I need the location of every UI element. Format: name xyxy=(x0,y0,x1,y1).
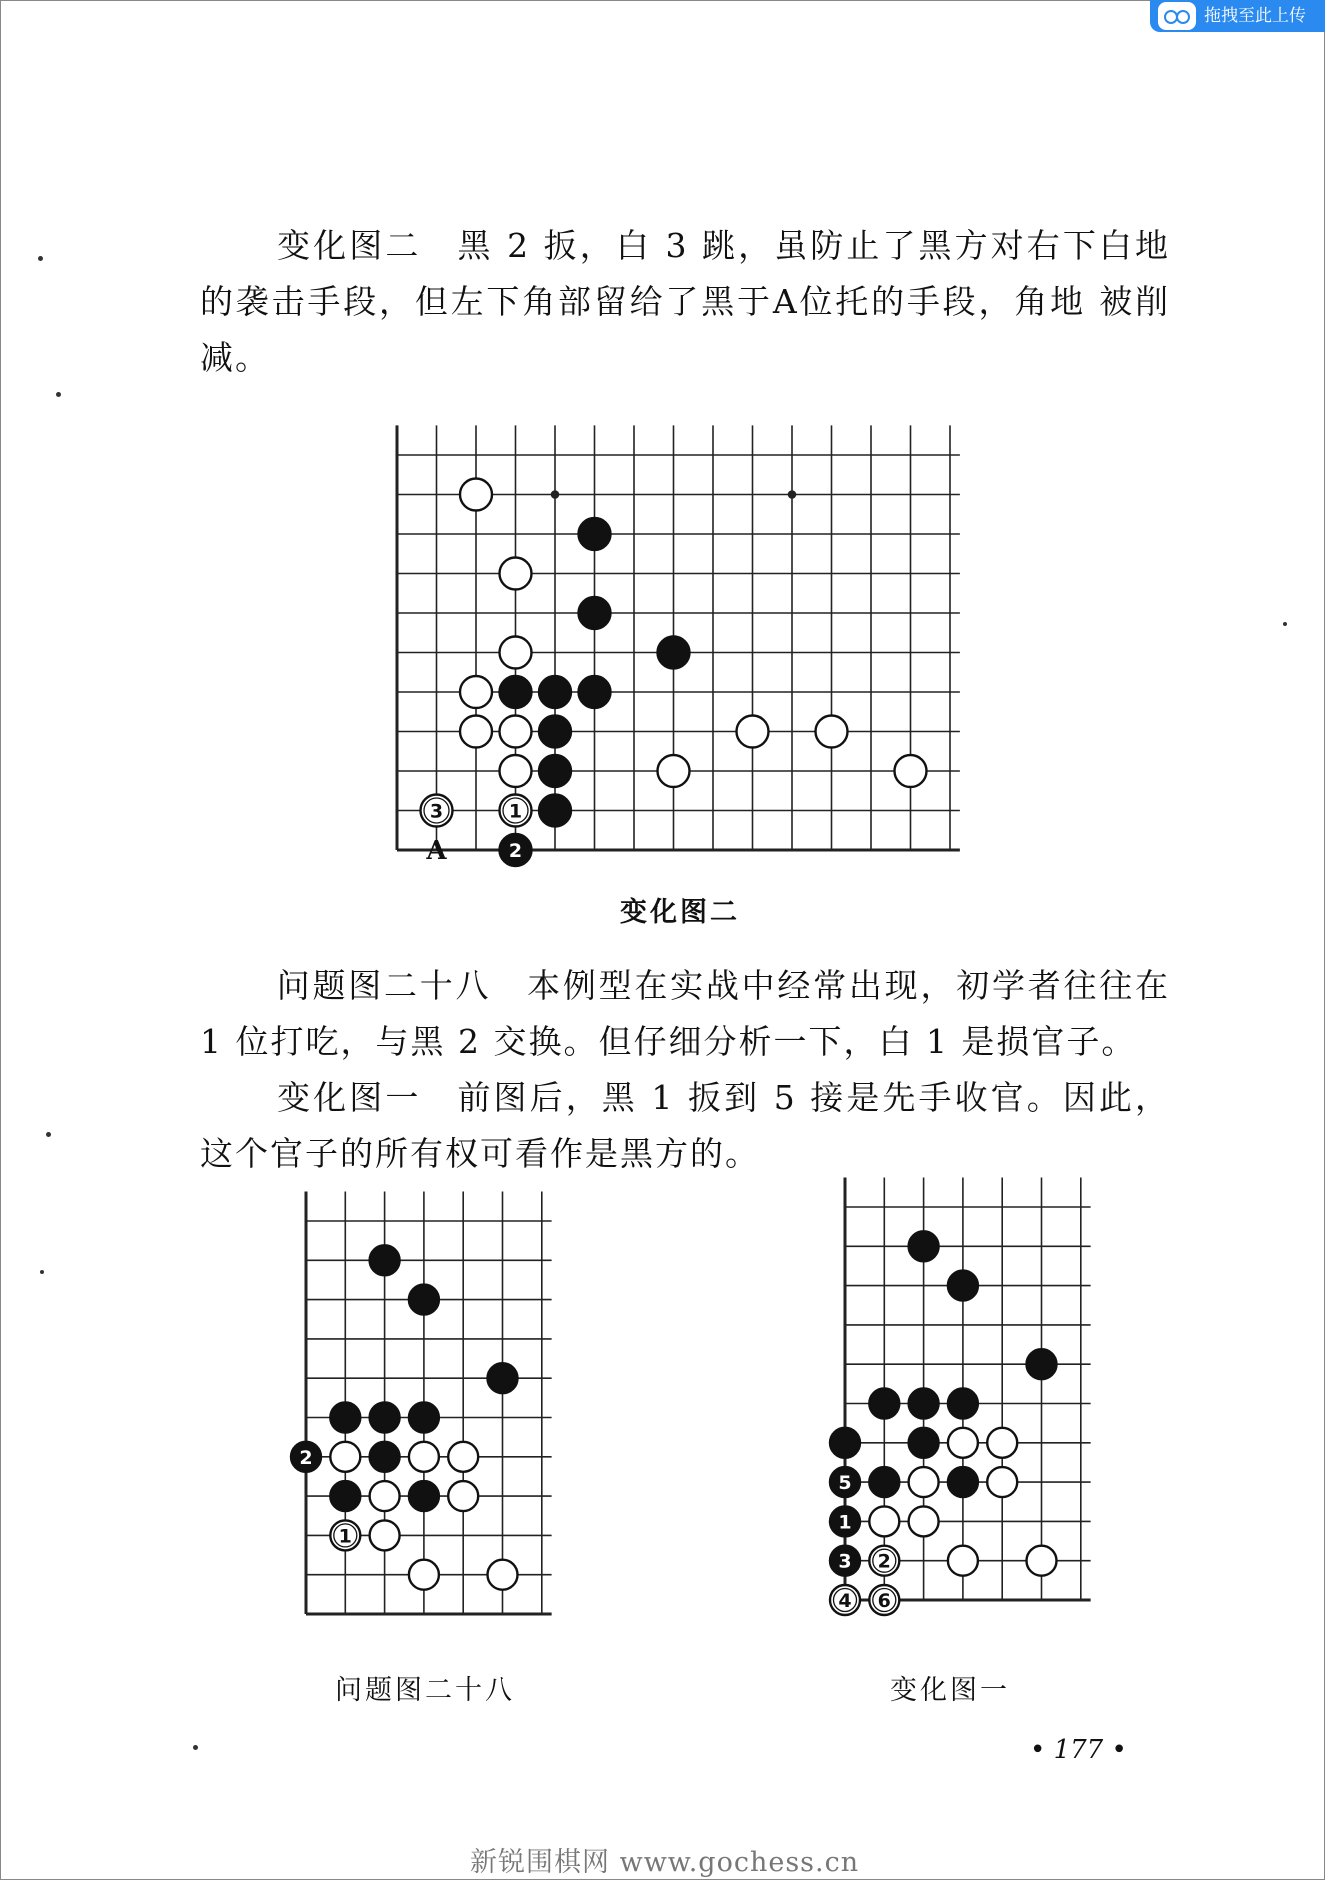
board-mark-label: A xyxy=(426,836,447,866)
upload-label: 拖拽至此上传 xyxy=(1204,6,1306,26)
black-stone xyxy=(1027,1349,1057,1379)
black-stone xyxy=(909,1389,939,1419)
black-stone xyxy=(948,1389,978,1419)
white-stone xyxy=(909,1467,939,1497)
caption-variation-2: 变化图二 xyxy=(620,897,740,928)
page-number: • 177 • xyxy=(1030,1735,1127,1765)
white-stone xyxy=(869,1546,899,1576)
black-stone xyxy=(909,1428,939,1458)
stone-move-number: 2 xyxy=(508,840,523,862)
white-stone xyxy=(948,1428,978,1458)
stone-move-number: 1 xyxy=(508,800,523,823)
paragraph-problem-28: 问题图二十八 本例型在实战中经常出现，初学者往往在 1 位打吃，与黑 2 交换。但仔细分析一下，白 1 是损官子。 xyxy=(200,966,1170,1061)
white-stone xyxy=(1027,1546,1057,1576)
black-stone xyxy=(909,1231,939,1261)
stone-move-number: 2 xyxy=(299,1446,313,1469)
caption-variation-1: 变化图一 xyxy=(890,1675,1010,1706)
stone-move-number: 5 xyxy=(838,1472,852,1495)
black-stone xyxy=(830,1467,860,1497)
white-stone xyxy=(830,1585,860,1615)
white-stone xyxy=(987,1428,1017,1458)
stone-move-number: 6 xyxy=(877,1590,891,1612)
black-stone xyxy=(830,1506,860,1536)
black-stone xyxy=(948,1467,978,1497)
stone-move-number: 2 xyxy=(877,1550,891,1573)
white-stone xyxy=(869,1585,899,1615)
paragraph-variation-2: 变化图二 黑 2 扳，白 3 跳，虽防止了黑方对右下白地的袭击手段，但左下角部留给了黑于A位托的手段，角地 被削减。 xyxy=(200,226,1170,377)
caption-problem-28: 问题图二十八 xyxy=(335,1675,515,1706)
white-stone xyxy=(987,1467,1017,1497)
black-stone xyxy=(948,1271,978,1301)
white-stone xyxy=(948,1546,978,1576)
paragraph-variation-1: 变化图一 前图后，黑 1 扳到 5 接是先手收官。因此，这个官子的所有权可看作是黑方的。 xyxy=(200,1078,1170,1173)
watermark-footer: 新锐围棋网 www.gochess.cn xyxy=(470,1847,860,1878)
stone-move-number: 3 xyxy=(838,1550,852,1573)
black-stone xyxy=(830,1546,860,1576)
stone-move-number: 3 xyxy=(429,800,444,823)
white-stone xyxy=(909,1506,939,1536)
stone-move-number: 1 xyxy=(338,1525,352,1548)
black-stone xyxy=(869,1467,899,1497)
black-stone xyxy=(869,1389,899,1419)
white-stone xyxy=(869,1506,899,1536)
black-stone xyxy=(830,1428,860,1458)
stone-move-number: 1 xyxy=(838,1511,852,1534)
stone-move-number: 4 xyxy=(838,1590,852,1612)
